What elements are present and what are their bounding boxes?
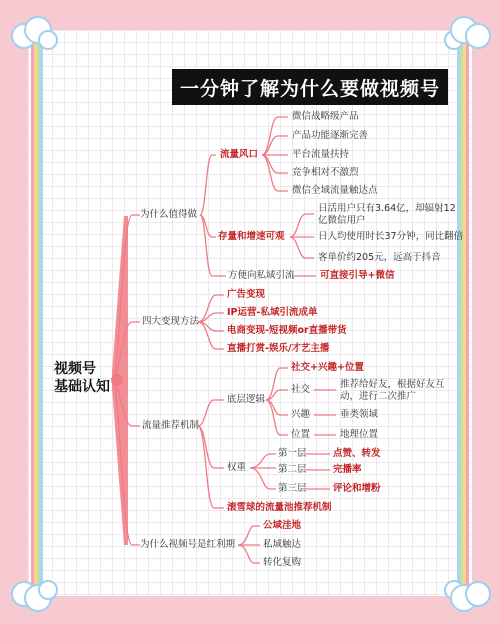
node-stock-growth: 存量和增速可观	[218, 231, 285, 242]
leaf-desc: 地理位置	[340, 429, 379, 440]
leaf-item: 公域洼地	[263, 520, 302, 531]
leaf-item: 客单价约205元，远高于抖音	[318, 252, 441, 263]
branch-dividend: 为什么视频号是红利期	[140, 539, 236, 550]
node-snowball: 滚雪球的流量池推荐机制	[227, 502, 332, 513]
leaf-item: 微信全域流量触达点	[292, 185, 378, 196]
leaf-item: 位置	[291, 429, 311, 440]
node-private-traffic: 方便向私域引流	[228, 270, 295, 281]
leaf-desc: 点赞、转发	[333, 448, 381, 459]
branch-why-worth: 为什么值得做	[140, 209, 198, 220]
root-node: 视频号 基础认知	[54, 361, 110, 395]
leaf-item: 转化复购	[263, 557, 302, 568]
page-title: 一分钟了解为什么要做视频号	[172, 69, 448, 105]
leaf-item: 第二层	[278, 464, 307, 475]
leaf-note: 可直接引导+微信	[320, 270, 395, 281]
node-logic: 底层逻辑	[227, 394, 266, 405]
node-weight: 权重	[227, 462, 247, 473]
leaf-item: 社交	[291, 384, 311, 395]
leaf-desc: 完播率	[333, 464, 362, 475]
leaf-item: 电商变现-短视频or直播带货	[227, 325, 347, 336]
leaf-item: 兴趣	[291, 409, 311, 420]
leaf-desc: 垂类领域	[340, 409, 379, 420]
leaf-item: IP运营-私域引流成单	[227, 307, 318, 318]
leaf-item: 第三层	[278, 483, 307, 494]
branch-recommendation: 流量推荐机制	[142, 420, 200, 431]
leaf-desc: 推荐给好友，根据好友互 动，进行二次推广	[340, 379, 445, 402]
branch-monetization: 四大变现方法	[142, 316, 200, 327]
leaf-item: 产品功能逐渐完善	[292, 130, 369, 141]
leaf-item: 平台流量扶持	[292, 149, 350, 160]
leaf-item: 微信战略级产品	[292, 111, 359, 122]
leaf-item: 私域触达	[263, 539, 302, 550]
leaf-desc: 评论和增粉	[333, 483, 381, 494]
leaf-item: 社交+兴趣+位置	[291, 362, 364, 373]
leaf-item: 直播打赏-娱乐/才艺主播	[227, 343, 330, 354]
leaf-item: 第一层	[278, 448, 307, 459]
leaf-item: 日人均使用时长37分钟，同比翻倍	[318, 231, 464, 242]
leaf-item: 竞争相对不激烈	[292, 167, 359, 178]
leaf-item: 日活用户只有3.64亿，却辐射12 亿微信用户	[318, 203, 456, 226]
node-traffic-outlet: 流量风口	[220, 149, 259, 160]
leaf-item: 广告变现	[227, 289, 266, 300]
